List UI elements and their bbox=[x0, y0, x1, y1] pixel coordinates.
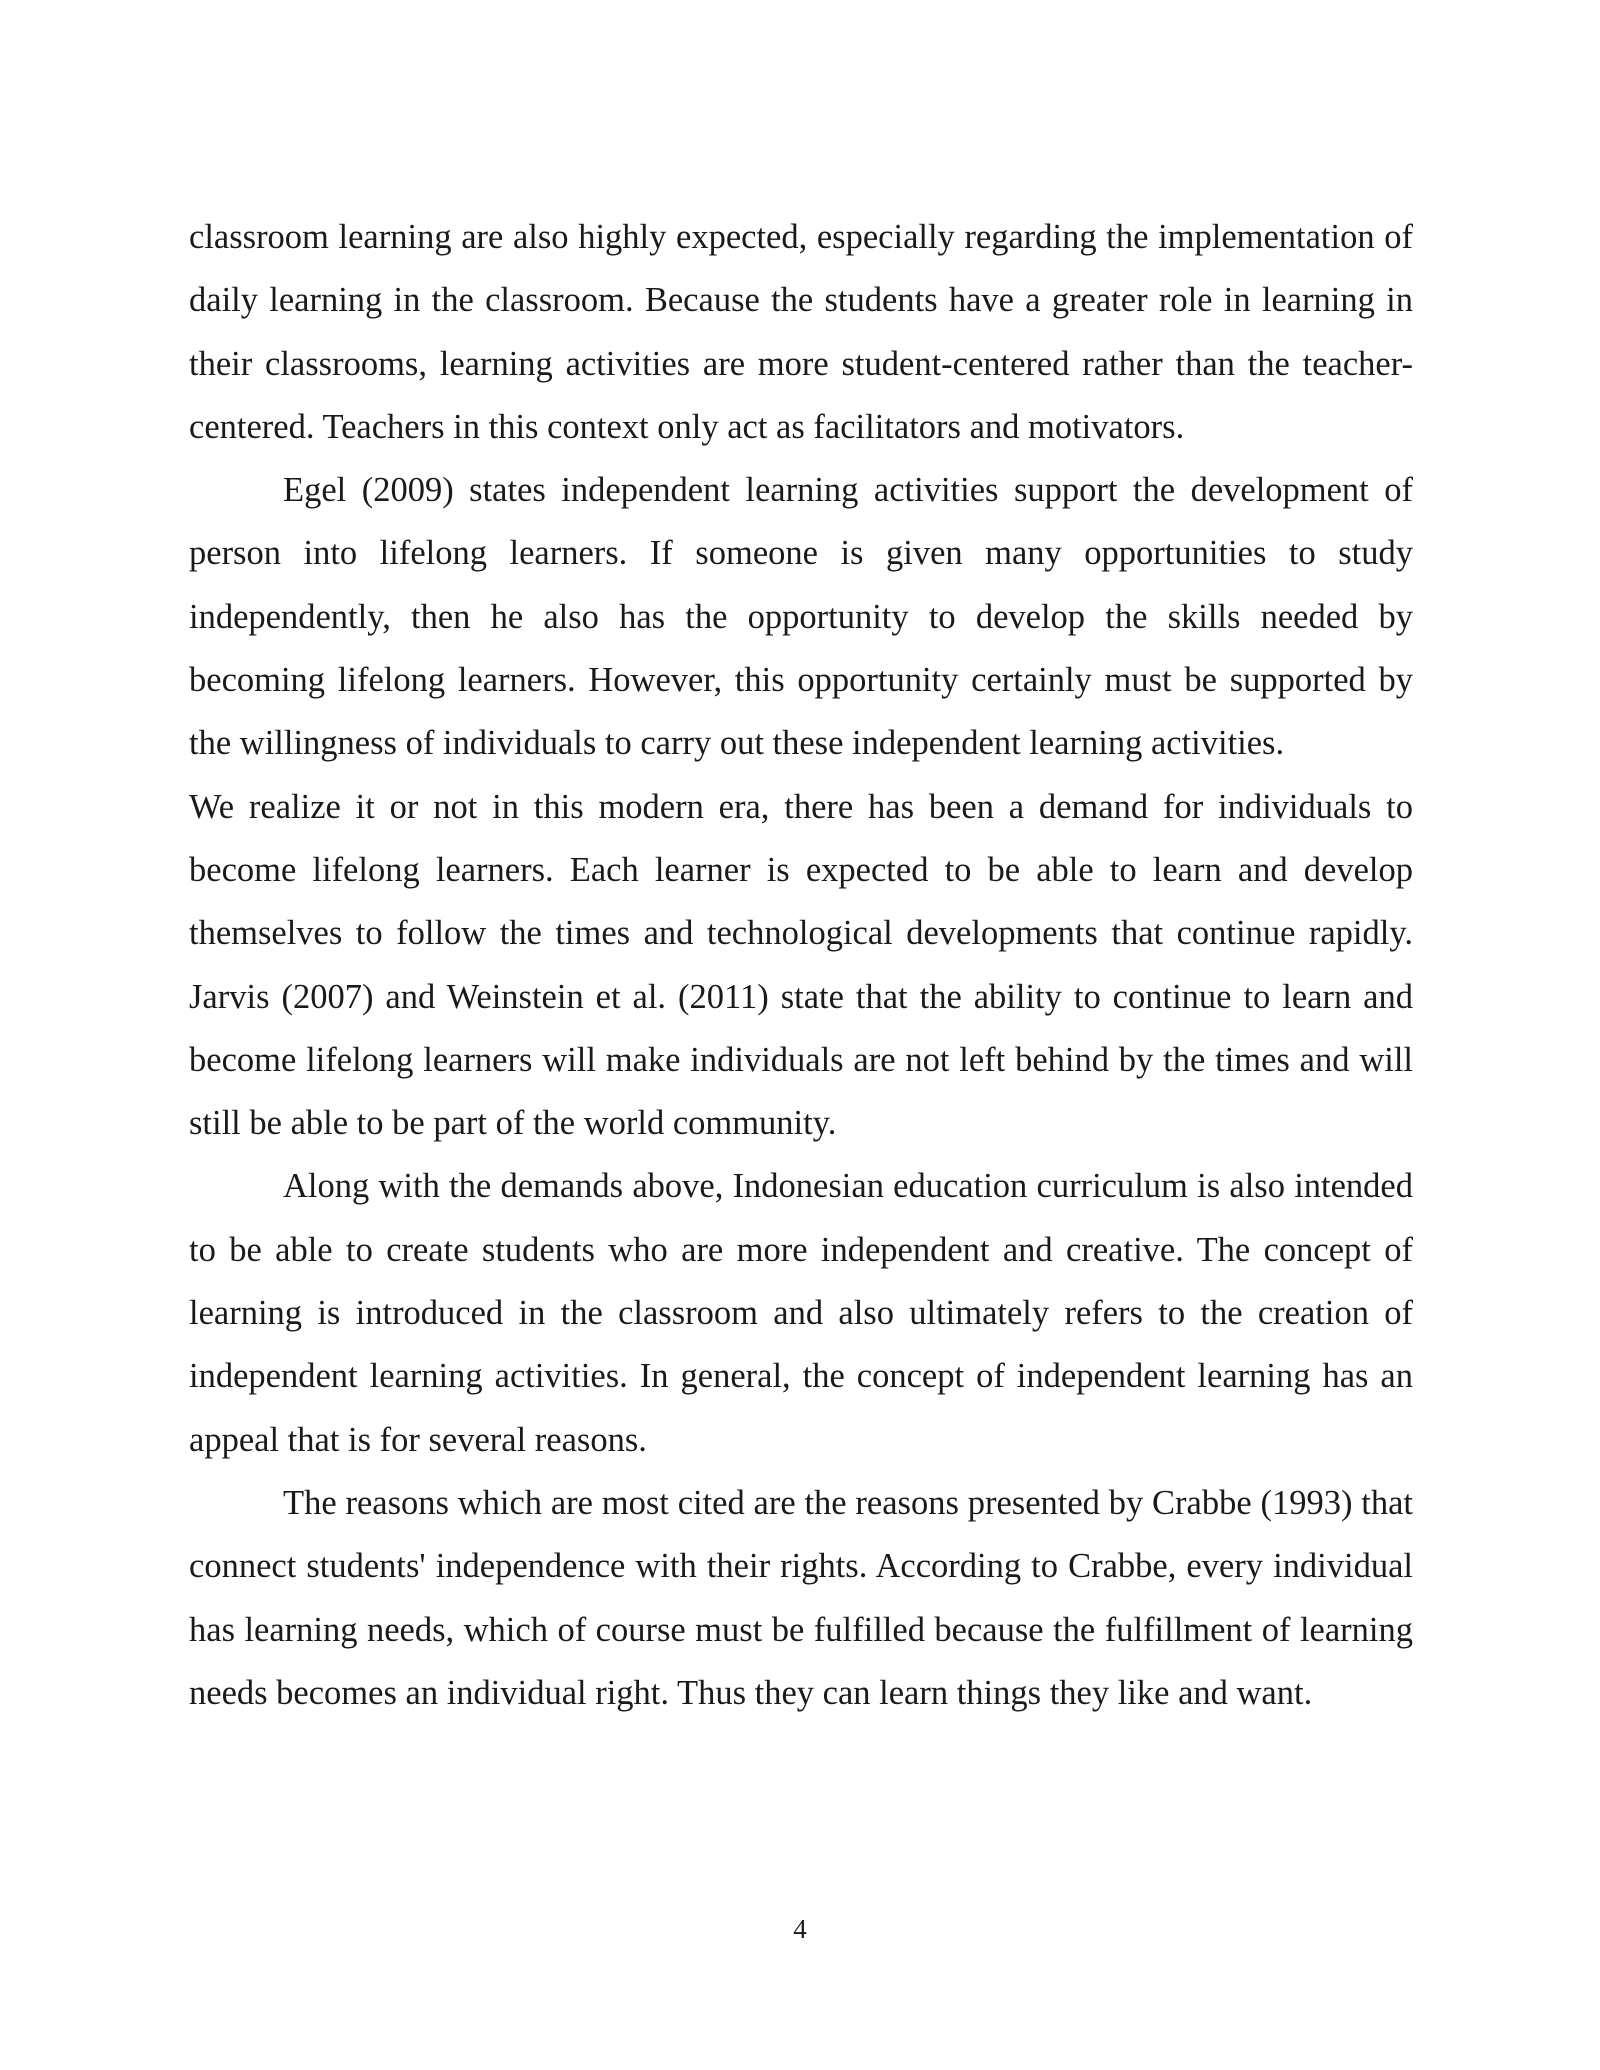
body-text bbox=[189, 206, 1413, 1725]
paragraph-curriculum: Along with the demands above, Indonesian education curriculum is also intended to be able to create students who are more independent and creative. The concept of learning is introduced in the classroom and also ultimately refers to the creation of independent learning activities. In general, the concept of independent learning has an appeal that is for several reasons. bbox=[189, 1167, 1413, 1459]
paragraph-lifelong-learners: We realize it or not in this modern era, there has been a demand for individuals to become lifelong learners. Each learner is expected to be able to learn and develop themselves to follow the times and technological developments that continue rapidly. Jarvis (2007) and Weinstein et al. (2011) state that the ability to continue to learn and become lifelong learners will make individuals are not left behind by the times and will still be able to be part of the world community. bbox=[189, 787, 1413, 1143]
paragraph-continued: classroom learning are also highly expected, especially regarding the implementation of daily learning in the classroom. Because the students have a greater role in learning in their classrooms, learning activities are more student-centered rather than the teacher-centered. Teachers in this context only act as facilitators and motivators. bbox=[189, 218, 1413, 446]
paragraph-crabbe: The reasons which are most cited are the reasons presented by Crabbe (1993) that connect students' independence with their rights. According to Crabbe, every individual has learning needs, which of course must be fulfilled because the fulfillment of learning needs becomes an individual right. Thus they can learn things they like and want. bbox=[189, 1483, 1413, 1712]
paragraph-egel: Egel (2009) states independent learning activities support the development of person into lifelong learners. If someone is given many opportunities to study independently, then he also has the opportunity to develop the skills needed by becoming lifelong learners. However, this opportunity certainly must be supported by the willingness of individuals to carry out these independent learning activities. bbox=[189, 471, 1413, 763]
page-number: 4 bbox=[793, 1914, 807, 1944]
